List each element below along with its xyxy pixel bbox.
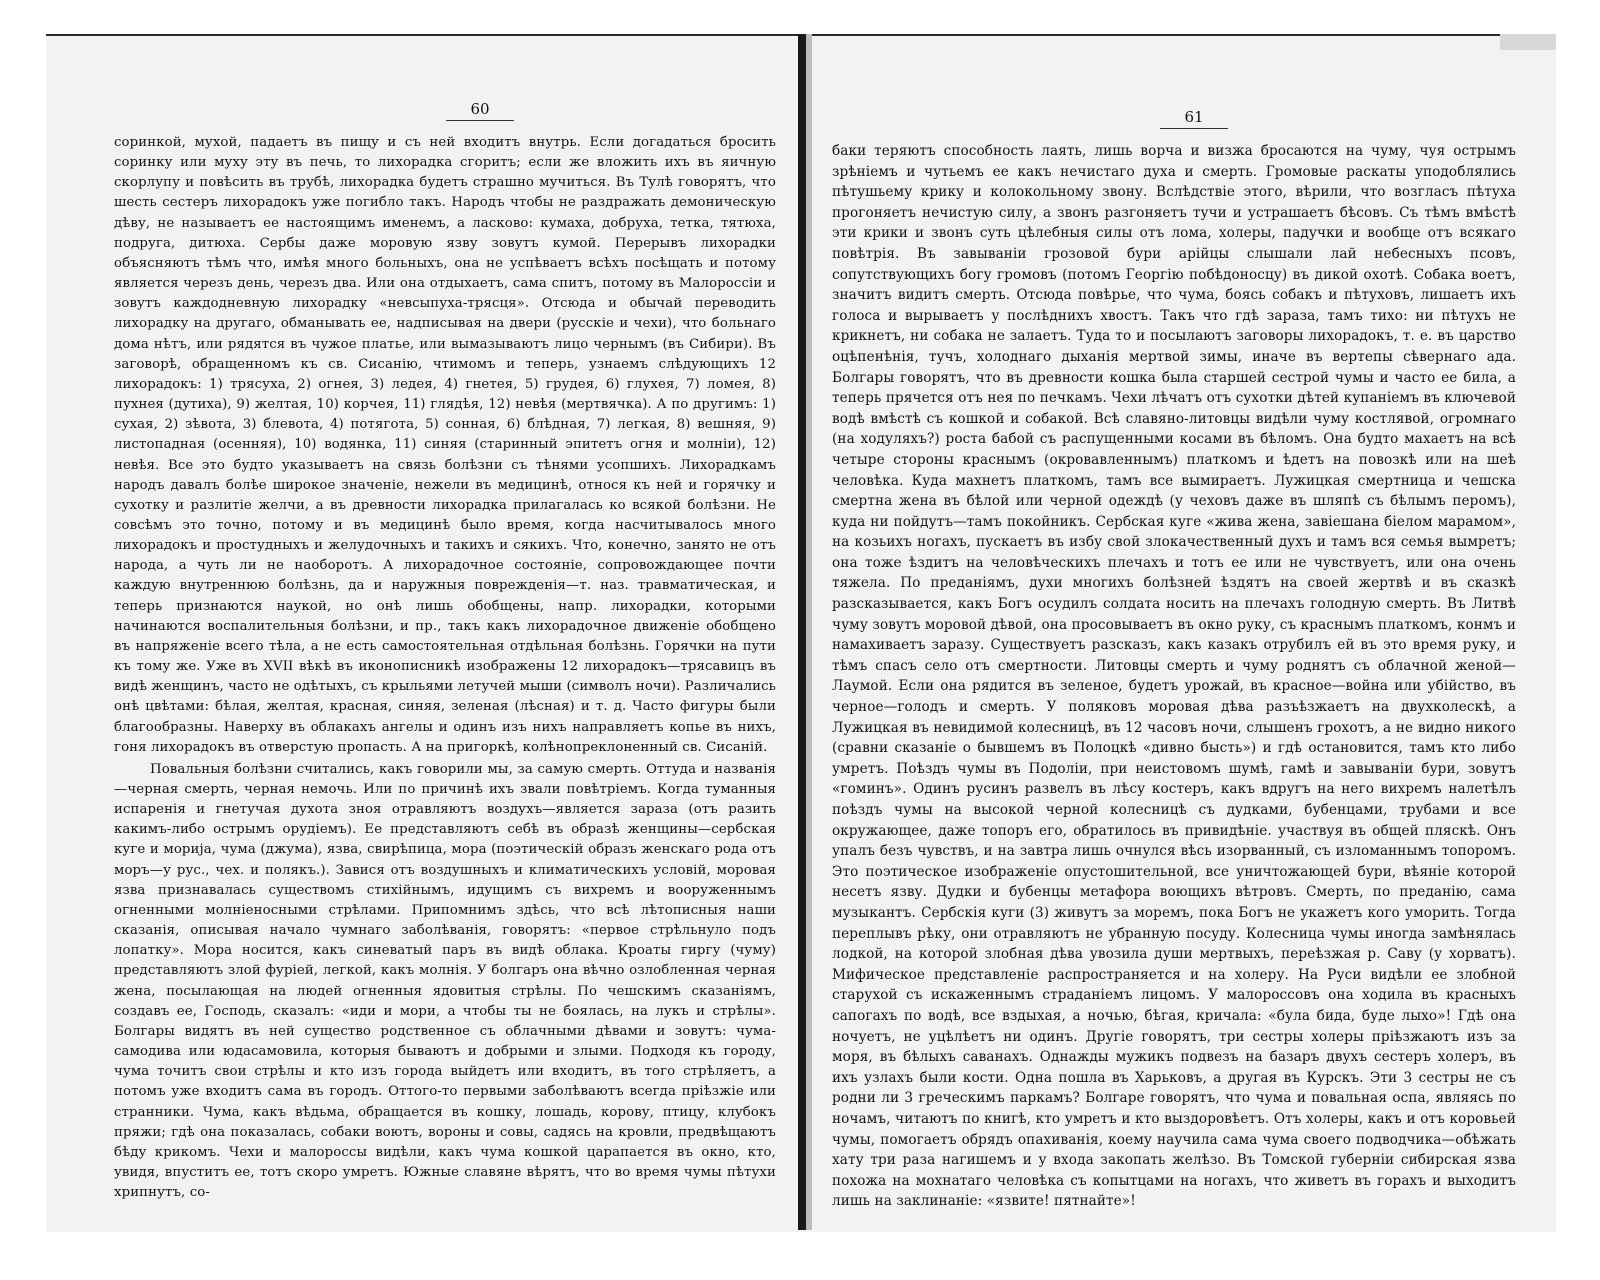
paragraph: Повальныя болѣзни считались, какъ говорили мы, за самую смерть. Оттуда и названія—черная смерть, черная немочь. Или по причинѣ ихъ звали повѣтріемъ. Когда туманныя испаренія и гнетучая духота зноя отравляютъ воздухъ—является зараза (отъ разить какимъ-либо острымъ орудіемъ). Ее представляютъ себѣ въ образѣ женщины—сербская куге и морија, чума (джума), язва, свирѣпица, мора (поэтическій образъ женскаго рода отъ моръ—у рус., чех. и полякъ.). Завися отъ воздушныхъ и климатическихъ условій, моровая язва признавалась существомъ стихійнымъ, идущимъ съ вихремъ и вооруженнымъ огненными молніеносными стрѣлами. Припомнимъ здѣсь, что всѣ лѣтописныя наши сказанія, описывая начало чумнаго заболѣванія, говорятъ: «первое стрѣльнуло подъ лопатку». Мора носится, какъ синеватый паръ въ видѣ облака. Кроаты гиргу (чуму) представляютъ злой фуріей, легкой, какъ молнія. У болгаръ она вѣчно озлобленная черная жена, посылающая на людей огненныя ядовитыя стрѣлы. По чешскимъ сказаніямъ, создавъ ее, Господь, сказалъ: «иди и мори, а чтобы ты не боялась, на лукъ и стрѣлы». Болгары видятъ въ ней существо родственное съ облачными дѣвами и зовутъ: чума-самодива или юдасамовила, которыя бываютъ и добрыми и злыми. Подходя къ городу, чума точитъ свои стрѣлы и кто изъ города выйдетъ или входитъ, въ того стрѣляетъ, а потомъ уже входитъ сама въ городъ. Оттого-то первыми заболѣваютъ всегда пріѣзжіе или странники. Чума, какъ вѣдьма, обращается въ кошку, лошадь, корову, птицу, клубокъ пряжи; гдѣ она показалась, собаки воютъ, вороны и совы, садясь на кровли, предвѣщаютъ бѣду крикомъ. Чехи и малороссы видѣли, какъ чума кошкой царапается въ окно, кто, увидя, впуститъ ее, тотъ скоро умретъ. Южные славяне вѣрятъ, что во время чумы пѣтухи хрипнутъ, со- [114,761,776,1201]
left-page [46,34,798,1230]
page-number-left: 60 [446,100,513,121]
paragraph: баки теряютъ способность лаять, лишь ворча и визжа бросаются на чуму, чуя острымъ зрѣніемъ и чутьемъ ее какъ нечистаго духа и смерть. Громовые раскаты уподоблялись пѣтушьему крику и колокольному звону. Вслѣдствіе этого, вѣрили, что возгласъ пѣтуха прогоняетъ нечистую силу, а звонъ разгоняетъ тучи и устрашаетъ бѣсовъ. Съ тѣмъ вмѣстѣ эти крики и звонъ суть цѣлебныя силы отъ лома, холеры, падучки и вообще отъ всякаго повѣтрія. Въ завываніи грозовой бури арійцы слышали лай небесныхъ псовъ, сопутствующихъ богу громовъ (потомъ Георгію побѣдоносцу) въ дикой охотѣ. Собака воетъ, значитъ видитъ смерть. Отсюда повѣрье, что чума, боясь собакъ и пѣтуховъ, лишаетъ ихъ голоса и вырываетъ у послѣднихъ хвостъ. Такъ что гдѣ зараза, тамъ тихо: ни пѣтухъ не крикнетъ, ни собака не залаетъ. Туда то и посылаютъ заговоры лихорадокъ, т. е. въ царство оцѣпенѣнія, тучъ, холоднаго дыханія мертвой зимы, иначе въ вертепы сѣвернаго ада. Болгары говорятъ, что въ древности кошка была старшей сестрой чумы и часто ее била, а теперь прячется отъ нея по печкамъ. Чехи лѣчатъ отъ сухотки дѣтей купаніемъ въ ключевой водѣ вмѣстѣ съ кошкой и собакой. Всѣ славяно-литовцы видѣли чуму костлявой, огромнаго (на ходуляхъ?) роста бабой съ распущенными косами въ бѣломъ. Она будто махаетъ на всѣ четыре стороны краснымъ (окровавленнымъ) платкомъ и ѣдетъ на повозкѣ или на шеѣ человѣка. Куда махнетъ платкомъ, тамъ все вымираетъ. Лужицкая смертница и чешска смертна жена въ бѣлой или черной одеждѣ (у чеховъ даже въ шляпѣ съ бѣлымъ перомъ), куда ни пойдутъ—тамъ покойникъ. Сербская куге «жива жена, завіешана біелом марамом», на козьихъ ногахъ, пускаетъ въ избу свой злокачественный духъ и тамъ вся семья вымретъ; она тоже ѣздитъ на человѣческихъ плечахъ и тотъ ее или не чувствуетъ, или она очень тяжела. По преданіямъ, духи многихъ болѣзней ѣздятъ на своей жертвѣ и въ сказкѣ разсказывается, какъ Богъ осудилъ солдата носить на плечахъ голодную смерть. Въ Литвѣ чуму зовутъ моровой дѣвой, она просовываетъ въ окно руку, съ краснымъ платкомъ, конмъ и намахиваетъ заразу. Существуетъ разсказъ, какъ казакъ отрубилъ ей въ это время руку, и тѣмъ спасъ село отъ смертности. Литовцы смерть и чуму роднятъ съ облачной женой—Лаумой. Если она рядится въ зеленое, будетъ урожай, въ красное—война или убійство, въ черное—голодъ и смерть. У поляковъ моровая дѣва разъѣзжаетъ на двухколескѣ, а Лужицкая въ невидимой колесницѣ, въ 12 часовъ ночи, слышенъ грохотъ, а не видно никого (сравни сказаніе о бывшемъ въ Полоцкѣ «дивно бысть») и гдѣ остановится, тамъ кто либо умретъ. Поѣздъ чумы въ Подоліи, при неистовомъ шумѣ, гамѣ и завываніи бури, зовутъ «гоминъ». Одинъ русинъ развелъ въ лѣсу костеръ, какъ вдругъ на него вихремъ налетѣлъ поѣздъ чумы на высокой черной колесницѣ съ дудками, бубенцами, трубами и все окружающее, даже топоръ его, обратилось въ привидѣніе. участвуя въ общей пляскѣ. Онъ упалъ безъ чувствъ, и на завтра лишь очнулся вѣсь изорванный, съ изломаннымъ топоромъ. Это поэтическое изображеніе опустошительной, все уничтожающей бури, вѣяніе которой несетъ язву. Дудки и бубенцы метафора воющихъ вѣтровъ. Смерть, по преданію, сама музыкантъ. Сербскія куги (3) живутъ за моремъ, пока Богъ не укажетъ кого уморить. Тогда переплывъ рѣку, они отравляютъ не убранную посуду. Колесница чумы иногда замѣнялась лодкой, на которой злобная дѣва увозила души мертвыхъ, переѣзжая р. Саву (у хорватъ). Мифическое представленіе распространяется и на холеру. На Руси видѣли ее злобной старухой съ искаженнымъ страданіемъ лицомъ. У малороссовъ она ходила въ красныхъ сапогахъ по водѣ, все вздыхая, а ночью, бѣгая, кричала: «була бида, буде лыхо»! Гдѣ она ночуетъ, не уцѣлѣетъ ни одинъ. Другіе говорятъ, три сестры холеры пріѣзжаютъ изъ за моря, въ бѣлыхъ саванахъ. Однажды мужикъ подвезъ на базаръ двухъ сестеръ холеръ, въ ихъ узлахъ были кости. Одна пошла въ Харьковъ, а другая въ Курскъ. Эти 3 сестры не съ родни ли 3 греческимъ паркамъ? Болгаре говорятъ, что чума и повальная оспа, являясь по ночамъ, читаютъ по книгѣ, кто умретъ и кто выздоровѣетъ. Отъ холеры, какъ и отъ коровьей чумы, помогаетъ обрядъ опахиванія, коему научила сама чума своего подводчика—обѣжать хату три раза нагишемъ и у входа закопать желѣзо. Въ Томской губерніи сибирская язва похожа на мохнатаго человѣка съ копытцами на ногахъ, что живетъ въ горахъ и выходитъ лишь на заклинаніе: «язвите! пятнайте»! [832,143,1516,1210]
book-spine [798,34,806,1230]
page-number [832,108,1516,129]
right-page [812,34,1556,1230]
page-number [114,100,776,121]
page-number-right: 61 [1160,108,1227,129]
paragraph: соринкой, мухой, падаетъ въ пищу и съ ней входитъ внутрь. Если догадаться бросить соринку или муху эту въ печь, то лихорадка сгоритъ; если же вложить ихъ въ яичную скорлупу и повѣсить въ трубѣ, лихорадка будетъ страшно мучиться. Въ Тулѣ говорятъ, что шесть сестеръ лихорадокъ уже погибло такъ. Народъ чтобы не раздражать демоническую дѣву, не называетъ ее настоящимъ именемъ, а ласково: кумаха, добруха, тетка, тятюха, подруга, дитюха. Сербы даже моровую язву зовутъ кумой. Перерывъ лихорадки объясняютъ тѣмъ что, имѣя много больныхъ, она не успѣваетъ всѣхъ посѣщать и потому является черезъ день, черезъ два. Или она отдыхаетъ, сама спитъ, потому въ Малороссіи и зовутъ каждодневную лихорадку «невсыпуха-трясця». Отсюда и обычай переводить лихорадку на другаго, обманывать ее, надписывая на двери (русскіе и чехи), что больнаго дома нѣтъ, или рядятся въ чужое платье, или вымазываютъ лицо чернымъ (въ Сибири). Въ заговорѣ, обращенномъ къ св. Сисанію, чтимомъ и теперь, узнаемъ слѣдующихъ 12 лихорадокъ: 1) трясуха, 2) огнея, 3) ледея, 4) гнетея, 5) грудея, 6) глухея, 7) ломея, 8) пухнея (дутиха), 9) желтая, 10) корчея, 11) глядѣя, 12) невѣя (мертвячка). А по другимъ: 1) сухая, 2) зѣвота, 3) блевота, 4) потягота, 5) сонная, 6) блѣдная, 7) легкая, 8) вешняя, 9) листопадная (осенняя), 10) водянка, 11) синяя (старинный эпитетъ огня и молніи), 12) невѣя. Все это будто указываетъ на связь болѣзни съ тѣнями усопшихъ. Лихорадкамъ народъ давалъ болѣе широкое значеніе, нежели въ медицинѣ, относя къ ней и горячку и сухотку и разлитіе желчи, а въ древности лихорадка прилагалась ко всякой болѣзни. Не совсѣмъ это точно, потому и въ медицинѣ было время, когда насчитывалось много лихорадокъ и простудныхъ и желудочныхъ и такихъ и сякихъ. Что, конечно, занято не отъ народа, а чуть ли не наоборотъ. А лихорадочное состояніе, сопровождающее почти каждую внутреннюю болѣзнь, да и наружныя поврежденія—т. наз. травматическая, и теперь признаются наукой, но онѣ лишь обобщены, напр. лихорадки, которыми начинаются воспалительныя болѣзни, и пр., такъ какъ лихорадочное движеніе обобщено въ напряженіе всего тѣла, а не есть самостоятельная отдѣльная болѣзнь. Горячки на пути къ тому же. Уже въ XVII вѣкѣ въ иконописникѣ изображены 12 лихорадокъ—трясавицъ въ видѣ женщинъ, часто не одѣтыхъ, съ крыльями летучей мыши (символъ ночи). Различались онѣ цвѣтами: бѣлая, желтая, красная, синяя, зеленая (лѣсная) и т. д. Часто фигуры были благообразны. Наверху въ облакахъ ангелы и одинъ изъ нихъ направляетъ копье въ нихъ, гоня лихорадокъ въ отверстую пропасть. А на пригоркѣ, колѣнопреклоненный св. Сисаній. [114,135,776,755]
